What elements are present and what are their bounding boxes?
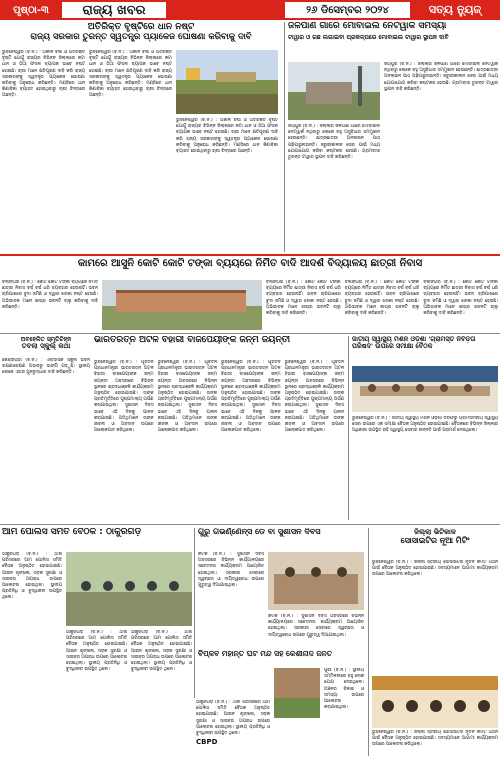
story-4-body-columns	[2, 358, 90, 518]
story-1-body-right: ଭୁବନେଶ୍ୱର (ବି.ନ.) : ଅକାଳ ବର୍ଷା ଓ ଅତିରିକ୍ତ ବୃଷ୍ଟି ଯୋଗୁଁ ରାଜ୍ୟର ବିଭିନ୍ନ ଜିଲ୍ଲାରେ କଟା ଧାନ ଓ ଠିଆ ଫସଲ ବ୍ୟାପକ ଭାବେ ନଷ୍ଟ ହୋଇଛି। ଚାଷୀ ମାନେ କ୍ଷତିପୂରଣ ଦାବି କରି ରାଜ୍ୟ ସରକାରଙ୍କୁ ସ୍ୱତନ୍ତ୍ର ପ୍ୟାକେଜ ଘୋଷଣା କରିବାକୁ ଅନୁରୋଧ କରିଛନ୍ତି। ମଣ୍ଡିରେ ଧାନ କିଣାବିକା ବ୍ୟାହତ ହୋଇଥିବାରୁ ଚାଷୀ ଚିନ୍ତାରେ ଅଛନ୍ତି।	[176, 118, 278, 155]
column-rule-3	[194, 528, 195, 698]
masthead	[0, 0, 500, 20]
story-10-body-columns-2	[372, 730, 498, 756]
story-1-headline: ରାଜ୍ୟ ସରକାର ତୁରନ୍ତ ସ୍ୱତନ୍ତ୍ର ପ୍ୟାକେଜ ଘୋଷଣା କରିବାକୁ ଦାବି	[30, 32, 252, 42]
section-rule	[0, 254, 500, 256]
newspaper-brand: ସତ୍ୟ ନ୍ୟୁଜ୍	[410, 0, 500, 20]
story-10-body-bottom: ଭୁବନେଶ୍ୱର (ବି.ନ.) : ଜିଲ୍ଲା ସ୍ତରୀୟ ସୋସାଇଟିର ନୂତନ କମିଟି ଗଠନ ପାଇଁ ବୈଠକ ଅନୁଷ୍ଠିତ ହୋଇଯାଇଛି। ସଦସ୍ୟମାନେ ଆଗାମୀ କାର୍ଯ୍ୟକ୍ରମ ଉପରେ ଆଲୋଚନା କରିଥିଲେ।	[372, 730, 498, 748]
page-number-label: ପୃଷ୍ଠା-୩	[0, 0, 62, 20]
story-5-headline: ଭାରତରତ୍ନ ଅଟଳ ବିହାରୀ ବାଜପେୟୀଙ୍କ ଜନ୍ମ ଜୟନ୍ତୀ	[94, 336, 291, 345]
story-5-body-columns	[94, 360, 344, 522]
story-8-photo	[268, 552, 364, 610]
story-6-body: ଭୁବନେଶ୍ୱର (ବି.ନ.) : ଜାତୀୟ ସ୍ୱାସ୍ଥ୍ୟ ମିଶନ ଓଡ଼ିଶା ତରଫରୁ ଗ୍ରାମସ୍ତରୀୟ ସ୍ୱାସ୍ଥ୍ୟ ସେବା ଉପରେ ଏକ ସମୀକ୍ଷା ବୈଠକ ଅନୁଷ୍ଠିତ ହୋଇଯାଇଛି। ବୈଠକରେ ବିଭିନ୍ନ ଜିଲ୍ଲାର ଅଧିକାରୀ ଉପସ୍ଥିତ ରହି ସ୍ୱାସ୍ଥ୍ୟ ସେବାର ଉନ୍ନତି ପାଇଁ ପରାମର୍ଶ ଦେଇଥିଲେ।	[352, 416, 498, 434]
story-8-heading	[198, 528, 364, 548]
story-3-body-columns-2	[266, 280, 498, 330]
column-rule-2	[348, 336, 349, 520]
story-7-body-columns-2	[66, 630, 192, 756]
story-3-body: ବଲାଙ୍ଗିର (ବି.ନ.) : କୋଟି କୋଟି ଟଙ୍କା ବ୍ୟୟରେ ନିର୍ମିତ ଛାତ୍ରୀ ନିବାସ ବର୍ଷ ବର୍ଷ ଧରି ବ୍ୟବହାର ହେଉନାହିଁ। ଭବନ ଚାରିପାଖରେ ବୁଦା ଜମିଛି ଓ ଦ୍ୱାର ଝରକା ନଷ୍ଟ ହେଉଛି। ଅଭିଭାବକ ମାନେ ଶୀଘ୍ର ଭବନଟି ଚାଲୁ କରିବାକୁ ଦାବି କରିଛନ୍ତି।	[2, 280, 98, 310]
story-6-body-columns	[352, 416, 498, 520]
story-9-body: ପୁରୀ (ବି.ନ.) : ସ୍ଥାନୀୟ ସମ୍ମିଳନୀରେ ବହୁ ଲୋକ ଯୋଗ ଦେଇଥିଲେ। ଅଞ୍ଚଳର ବିକାଶ ଓ ସମସ୍ୟା ଉପରେ ଆଲୋଚନା କରାଯାଇଥିଲା।	[324, 668, 364, 711]
story-5-body-d: ଭୁବନେଶ୍ୱର (ବି.ନ.) : ପୂର୍ବତନ ପ୍ରଧାନମନ୍ତ୍ରୀ ଭାରତରତ୍ନ ଅଟଳ ବିହାରୀ ବାଜପେୟୀଙ୍କ ଜନ୍ମ ଜୟନ୍ତୀ ଅବସରରେ ବିଭିନ୍ନ ସ୍ଥାନରେ ଶ୍ରଦ୍ଧାଞ୍ଜଳି କାର୍ଯ୍ୟକ୍ରମ ଅନୁଷ୍ଠିତ ହୋଇଯାଇଛି। ତାଙ୍କ ପ୍ରତିମୂର୍ତ୍ତିରେ ପୁଷ୍ପମାଲ୍ୟ ଅର୍ପଣ କରାଯାଇଥିଲା। ସୁଶାସନ ଦିବସ ଭାବେ ଏହି ଦିନକୁ ପାଳନ କରାଯାଇଛି। ଅତିଥିମାନେ ତାଙ୍କ ଜୀବନୀ ଓ ଅବଦାନ ଉପରେ ଆଲୋକପାତ କରିଥିଲେ।	[284, 360, 344, 434]
story-1-body: ଭୁବନେଶ୍ୱର (ବି.ନ.) : ଅକାଳ ବର୍ଷା ଓ ଅତିରିକ୍ତ ବୃଷ୍ଟି ଯୋଗୁଁ ରାଜ୍ୟର ବିଭିନ୍ନ ଜିଲ୍ଲାରେ କଟା ଧାନ ଓ ଠିଆ ଫସଲ ବ୍ୟାପକ ଭାବେ ନଷ୍ଟ ହୋଇଛି। ଚାଷୀ ମାନେ କ୍ଷତିପୂରଣ ଦାବି କରି ରାଜ୍ୟ ସରକାରଙ୍କୁ ସ୍ୱତନ୍ତ୍ର ପ୍ୟାକେଜ ଘୋଷଣା କରିବାକୁ ଅନୁରୋଧ କରିଛନ୍ତି। ମଣ୍ଡିରେ ଧାନ କିଣାବିକା ବ୍ୟାହତ ହୋଇଥିବାରୁ ଚାଷୀ ଚିନ୍ତାରେ ଅଛନ୍ତି।	[2, 50, 85, 99]
story-1-body-columns-2	[176, 118, 278, 200]
story-7-photo	[66, 552, 192, 626]
story-6-heading	[352, 336, 498, 364]
story-8-headline: ଗୁରୁ ଗଭର୍ଣ୍ଣେନ୍ସ ଡେ ବା ସୁଶାସନ ଦିବସ	[198, 528, 321, 536]
story-2-heading	[288, 22, 498, 58]
story-10-photo	[372, 676, 498, 728]
story-2-body: ଜୟପୁର (ବି.ନ.) : ଜିଲ୍ଲାର ଜଳପାଣି ଗାଁରେ ମୋବାଇଲ ନେଟୱାର୍କ ନଥିବାରୁ ଲୋକେ ବହୁ ଅସୁବିଧାର ସମ୍ମୁଖୀନ ହେଉଛନ୍ତି। ଛାତ୍ରଛାତ୍ରୀ ଅନଲାଇନ ପାଠ ପଢ଼ିପାରୁନାହାନ୍ତି। ଜରୁରୀକାଳୀନ ସେବା ପାଇଁ ମଧ୍ୟ ଯୋଗାଯୋଗ କରିବା କଷ୍ଟକର ହେଉଛି। ଗ୍ରାମବାସୀ ତୁରନ୍ତ ଟାୱାର ସ୍ଥାପନ ଦାବି କରିଛନ୍ତି।	[384, 62, 498, 92]
story-4-heading	[2, 336, 90, 356]
story-4-body: କେନ୍ଦ୍ରାପଡ଼ା (ବି.ନ.) : ଐତିହାସିକ ସ୍କୁଲ ଭବନ ରକ୍ଷଣାବେକ୍ଷଣ ଅଭାବରୁ ଭାଙ୍ଗି ପଡ଼ୁଛି। ସ୍ଥାନୀୟ ଲୋକେ ଏହାର ପୁନରୁଦ୍ଧାର ଦାବି କରିଛନ୍ତି।	[2, 358, 90, 376]
cbpd-body: ଠାକୁରଗଡ଼ (ବି.ନ.) : ଥାନା ପରିସରରେ ଆମ ପୋଲିସ ସମିତି ବୈଠକ ଅନୁଷ୍ଠିତ ହୋଇଯାଇଛି। ଆଇନ ଶୃଙ୍ଖଳା, ସଡ଼କ ସୁରକ୍ଷା ଓ ସାଇବର ଅପରାଧ ଉପରେ ଆଲୋଚନା ହୋଇଥିଲା। ସ୍ଥାନୀୟ ପ୍ରତିନିଧି ଓ ବୁଦ୍ଧିଜୀବୀ ଉପସ୍ଥିତ ଥିଲେ।	[196, 700, 270, 737]
story-5-body-b: ଭୁବନେଶ୍ୱର (ବି.ନ.) : ପୂର୍ବତନ ପ୍ରଧାନମନ୍ତ୍ରୀ ଭାରତରତ୍ନ ଅଟଳ ବିହାରୀ ବାଜପେୟୀଙ୍କ ଜନ୍ମ ଜୟନ୍ତୀ ଅବସରରେ ବିଭିନ୍ନ ସ୍ଥାନରେ ଶ୍ରଦ୍ଧାଞ୍ଜଳି କାର୍ଯ୍ୟକ୍ରମ ଅନୁଷ୍ଠିତ ହୋଇଯାଇଛି। ତାଙ୍କ ପ୍ରତିମୂର୍ତ୍ତିରେ ପୁଷ୍ପମାଲ୍ୟ ଅର୍ପଣ କରାଯାଇଥିଲା। ସୁଶାସନ ଦିବସ ଭାବେ ଏହି ଦିନକୁ ପାଳନ କରାଯାଇଛି। ଅତିଥିମାନେ ତାଙ୍କ ଜୀବନୀ ଓ ଅବଦାନ ଉପରେ ଆଲୋକପାତ କରିଥିଲେ।	[157, 360, 217, 434]
story-4-headline: ତବଲା ସ୍କୁଲ୍ କଥା	[21, 342, 71, 350]
story-7-body-b: ଠାକୁରଗଡ଼ (ବି.ନ.) : ଥାନା ପରିସରରେ ଆମ ପୋଲିସ ସମିତି ବୈଠକ ଅନୁଷ୍ଠିତ ହୋଇଯାଇଛି। ଆଇନ ଶୃଙ୍ଖଳା, ସଡ଼କ ସୁରକ୍ଷା ଓ ସାଇବର ଅପରାଧ ଉପରେ ଆଲୋଚନା ହୋଇଥିଲା। ସ୍ଥାନୀୟ ପ୍ରତିନିଧି ଓ ବୁଦ୍ଧିଜୀବୀ ଉପସ୍ଥିତ ଥିଲେ।	[131, 630, 192, 673]
story-9-heading	[198, 650, 364, 666]
story-7-heading	[2, 528, 192, 548]
story-5-body-a: ଭୁବନେଶ୍ୱର (ବି.ନ.) : ପୂର୍ବତନ ପ୍ରଧାନମନ୍ତ୍ରୀ ଭାରତରତ୍ନ ଅଟଳ ବିହାରୀ ବାଜପେୟୀଙ୍କ ଜନ୍ମ ଜୟନ୍ତୀ ଅବସରରେ ବିଭିନ୍ନ ସ୍ଥାନରେ ଶ୍ରଦ୍ଧାଞ୍ଜଳି କାର୍ଯ୍ୟକ୍ରମ ଅନୁଷ୍ଠିତ ହୋଇଯାଇଛି। ତାଙ୍କ ପ୍ରତିମୂର୍ତ୍ତିରେ ପୁଷ୍ପମାଲ୍ୟ ଅର୍ପଣ କରାଯାଇଥିଲା। ସୁଶାସନ ଦିବସ ଭାବେ ଏହି ଦିନକୁ ପାଳନ କରାଯାଇଛି। ଅତିଥିମାନେ ତାଙ୍କ ଜୀବନୀ ଓ ଅବଦାନ ଉପରେ ଆଲୋକପାତ କରିଥିଲେ।	[94, 360, 154, 434]
story-2-body-columns-2	[288, 124, 380, 244]
story-2-headline: ଜଳପାଣି ଗାଁରେ ମୋବାଇଲ ନେଟୱାର୍କ ସମସ୍ୟା	[288, 22, 447, 31]
story-4-kicker: ଅବହେଳିତ ସ୍ମୃତିଚିହ୍ନ	[20, 336, 72, 343]
story-3-body-b: ବଲାଙ୍ଗିର (ବି.ନ.) : କୋଟି କୋଟି ଟଙ୍କା ବ୍ୟୟରେ ନିର୍ମିତ ଛାତ୍ରୀ ନିବାସ ବର୍ଷ ବର୍ଷ ଧରି ବ୍ୟବହାର ହେଉନାହିଁ। ଭବନ ଚାରିପାଖରେ ବୁଦା ଜମିଛି ଓ ଦ୍ୱାର ଝରକା ନଷ୍ଟ ହେଉଛି। ଅଭିଭାବକ ମାନେ ଶୀଘ୍ର ଭବନଟି ଚାଲୁ କରିବାକୁ ଦାବି କରିଛନ୍ତି।	[344, 280, 420, 317]
divider-2	[0, 524, 500, 525]
column-rule	[284, 22, 285, 252]
column-rule-4	[368, 528, 369, 756]
story-2-body-columns	[384, 62, 498, 212]
story-5-heading	[94, 336, 344, 356]
story-6-photo	[352, 366, 498, 412]
story-1-kicker: ଅତିରିକ୍ତ ବୃଷ୍ଟିରେ ଧାନ ନଷ୍ଟ	[87, 22, 195, 32]
story-3-heading	[2, 258, 498, 276]
story-1-heading	[2, 22, 280, 46]
section-title: ରାଜ୍ୟ ଖବର	[62, 0, 166, 20]
story-10-body: ଭୁବନେଶ୍ୱର (ବି.ନ.) : ଜିଲ୍ଲା ସ୍ତରୀୟ ସୋସାଇଟିର ନୂତନ କମିଟି ଗଠନ ପାଇଁ ବୈଠକ ଅନୁଷ୍ଠିତ ହୋଇଯାଇଛି। ସଦସ୍ୟମାନେ ଆଗାମୀ କାର୍ଯ୍ୟକ୍ରମ ଉପରେ ଆଲୋଚନା କରିଥିଲେ।	[372, 560, 498, 578]
story-3-body-columns	[2, 280, 98, 330]
cbpd-label: CBPD	[196, 738, 218, 747]
story-8-body-right: କଟକ (ବି.ନ.) : ସୁଶାସନ ଦିବସ ଅବସରରେ ବିଭିନ୍ନ କାର୍ଯ୍ୟାଳୟରେ ସଚେତନତା କାର୍ଯ୍ୟକ୍ରମ ଆୟୋଜିତ ହୋଇଥିଲା। ସରକାରୀ ସେବାରେ ସ୍ୱଚ୍ଛତା ଓ ଦାୟିତ୍ୱବୋଧ ଉପରେ ଗୁରୁତ୍ୱ ଦିଆଯାଇଥିଲା।	[268, 614, 364, 638]
story-3-body-c: ବଲାଙ୍ଗିର (ବି.ନ.) : କୋଟି କୋଟି ଟଙ୍କା ବ୍ୟୟରେ ନିର୍ମିତ ଛାତ୍ରୀ ନିବାସ ବର୍ଷ ବର୍ଷ ଧରି ବ୍ୟବହାର ହେଉନାହିଁ। ଭବନ ଚାରିପାଖରେ ବୁଦା ଜମିଛି ଓ ଦ୍ୱାର ଝରକା ନଷ୍ଟ ହେଉଛି। ଅଭିଭାବକ ମାନେ ଶୀଘ୍ର ଭବନଟି ଚାଲୁ କରିବାକୁ ଦାବି କରିଛନ୍ତି।	[423, 280, 498, 317]
story-3-body-a: ବଲାଙ୍ଗିର (ବି.ନ.) : କୋଟି କୋଟି ଟଙ୍କା ବ୍ୟୟରେ ନିର୍ମିତ ଛାତ୍ରୀ ନିବାସ ବର୍ଷ ବର୍ଷ ଧରି ବ୍ୟବହାର ହେଉନାହିଁ। ଭବନ ଚାରିପାଖରେ ବୁଦା ଜମିଛି ଓ ଦ୍ୱାର ଝରକା ନଷ୍ଟ ହେଉଛି। ଅଭିଭାବକ ମାନେ ଶୀଘ୍ର ଭବନଟି ଚାଲୁ କରିବାକୁ ଦାବି କରିଛନ୍ତି।	[266, 280, 341, 317]
story-6-headline: ଜାତୀୟ ସ୍ୱାସ୍ଥ୍ୟ ମିଶନ ଓଡ଼ିଶା 'ଗ୍ରାମସ୍ତ ନିବିଡ଼ତା ପରିଷଦ' ଉପରେ ସମୀକ୍ଷା ବୈଠକ	[352, 336, 476, 351]
divider	[0, 333, 500, 334]
story-3-headline: କାମରେ ଆସୁନି କୋଟି କୋଟି ଟଙ୍କା ବ୍ୟୟରେ ନିର୍ମିତ ବାଦି ଆଦର୍ଶ ବିଦ୍ୟାଳୟ ଛାତ୍ରୀ ନିବାସ	[77, 258, 423, 269]
story-1-photo	[176, 50, 278, 114]
story-7-body-columns	[2, 552, 62, 756]
story-9-body-columns	[324, 668, 364, 754]
story-8-body: କଟକ (ବି.ନ.) : ସୁଶାସନ ଦିବସ ଅବସରରେ ବିଭିନ୍ନ କାର୍ଯ୍ୟାଳୟରେ ସଚେତନତା କାର୍ଯ୍ୟକ୍ରମ ଆୟୋଜିତ ହୋଇଥିଲା। ସରକାରୀ ସେବାରେ ସ୍ୱଚ୍ଛତା ଓ ଦାୟିତ୍ୱବୋଧ ଉପରେ ଗୁରୁତ୍ୱ ଦିଆଯାଇଥିଲା।	[198, 552, 264, 589]
story-2-body-left: ଜୟପୁର (ବି.ନ.) : ଜିଲ୍ଲାର ଜଳପାଣି ଗାଁରେ ମୋବାଇଲ ନେଟୱାର୍କ ନଥିବାରୁ ଲୋକେ ବହୁ ଅସୁବିଧାର ସମ୍ମୁଖୀନ ହେଉଛନ୍ତି। ଛାତ୍ରଛାତ୍ରୀ ଅନଲାଇନ ପାଠ ପଢ଼ିପାରୁନାହାନ୍ତି। ଜରୁରୀକାଳୀନ ସେବା ପାଇଁ ମଧ୍ୟ ଯୋଗାଯୋଗ କରିବା କଷ୍ଟକର ହେଉଛି। ଗ୍ରାମବାସୀ ତୁରନ୍ତ ଟାୱାର ସ୍ଥାପନ ଦାବି କରିଛନ୍ତି।	[288, 124, 380, 161]
issue-date: ୨୬ ଡିସେମ୍ବର ୨୦୨୪	[285, 0, 410, 20]
story-5-body-c: ଭୁବନେଶ୍ୱର (ବି.ନ.) : ପୂର୍ବତନ ପ୍ରଧାନମନ୍ତ୍ରୀ ଭାରତରତ୍ନ ଅଟଳ ବିହାରୀ ବାଜପେୟୀଙ୍କ ଜନ୍ମ ଜୟନ୍ତୀ ଅବସରରେ ବିଭିନ୍ନ ସ୍ଥାନରେ ଶ୍ରଦ୍ଧାଞ୍ଜଳି କାର୍ଯ୍ୟକ୍ରମ ଅନୁଷ୍ଠିତ ହୋଇଯାଇଛି। ତାଙ୍କ ପ୍ରତିମୂର୍ତ୍ତିରେ ପୁଷ୍ପମାଲ୍ୟ ଅର୍ପଣ କରାଯାଇଥିଲା। ସୁଶାସନ ଦିବସ ଭାବେ ଏହି ଦିନକୁ ପାଳନ କରାଯାଇଛି। ଅତିଥିମାନେ ତାଙ୍କ ଜୀବନୀ ଓ ଅବଦାନ ଉପରେ ଆଲୋକପାତ କରିଥିଲେ।	[221, 360, 281, 434]
story-1-body-cont: ଭୁବନେଶ୍ୱର (ବି.ନ.) : ଅକାଳ ବର୍ଷା ଓ ଅତିରିକ୍ତ ବୃଷ୍ଟି ଯୋଗୁଁ ରାଜ୍ୟର ବିଭିନ୍ନ ଜିଲ୍ଲାରେ କଟା ଧାନ ଓ ଠିଆ ଫସଲ ବ୍ୟାପକ ଭାବେ ନଷ୍ଟ ହୋଇଛି। ଚାଷୀ ମାନେ କ୍ଷତିପୂରଣ ଦାବି କରି ରାଜ୍ୟ ସରକାରଙ୍କୁ ସ୍ୱତନ୍ତ୍ର ପ୍ୟାକେଜ ଘୋଷଣା କରିବାକୁ ଅନୁରୋଧ କରିଛନ୍ତି। ମଣ୍ଡିରେ ଧାନ କିଣାବିକା ବ୍ୟାହତ ହୋଇଥିବାରୁ ଚାଷୀ ଚିନ୍ତାରେ ଅଛନ୍ତି।	[89, 50, 172, 99]
story-2-subhead: ଟାୱାର ଓ ଗଛ ଲଗାଇବା ପ୍ରକଳ୍ପରେ ମୋବାଇଲ ଟାୱାର ସ୍ଥାପନ ଦାବି	[288, 33, 449, 41]
story-9-photo	[274, 668, 320, 718]
story-1-body-columns	[2, 50, 172, 200]
story-7-body-a: ଠାକୁରଗଡ଼ (ବି.ନ.) : ଥାନା ପରିସରରେ ଆମ ପୋଲିସ ସମିତି ବୈଠକ ଅନୁଷ୍ଠିତ ହୋଇଯାଇଛି। ଆଇନ ଶୃଙ୍ଖଳା, ସଡ଼କ ସୁରକ୍ଷା ଓ ସାଇବର ଅପରାଧ ଉପରେ ଆଲୋଚନା ହୋଇଥିଲା। ସ୍ଥାନୀୟ ପ୍ରତିନିଧି ଓ ବୁଦ୍ଧିଜୀବୀ ଉପସ୍ଥିତ ଥିଲେ।	[66, 630, 127, 673]
story-2-photo	[288, 62, 380, 120]
cbpd-block	[196, 700, 270, 754]
story-10-body-columns	[372, 560, 498, 672]
story-10-kicker: ଜିଲ୍ଲା ଭିଟିକାଳ	[414, 528, 456, 536]
story-7-body: ଠାକୁରଗଡ଼ (ବି.ନ.) : ଥାନା ପରିସରରେ ଆମ ପୋଲିସ ସମିତି ବୈଠକ ଅନୁଷ୍ଠିତ ହୋଇଯାଇଛି। ଆଇନ ଶୃଙ୍ଖଳା, ସଡ଼କ ସୁରକ୍ଷା ଓ ସାଇବର ଅପରାଧ ଉପରେ ଆଲୋଚନା ହୋଇଥିଲା। ସ୍ଥାନୀୟ ପ୍ରତିନିଧି ଓ ବୁଦ୍ଧିଜୀବୀ ଉପସ୍ଥିତ ଥିଲେ।	[2, 552, 62, 601]
story-8-body-columns	[198, 552, 264, 692]
story-3-photo	[102, 280, 262, 330]
story-10-headline: ସୋସାଇଟିର ନୂଆ ମିଟିଂ	[400, 536, 470, 545]
story-10-heading	[372, 528, 498, 558]
masthead-band	[166, 0, 285, 20]
story-9-headline: ବିପ୍ଳବ ମହାନ୍ତ ଘଟ ମନ୍ଦ ସହ କେଶୀନାଦ ଜନତ	[198, 650, 333, 658]
story-8-body-columns-2	[268, 614, 364, 648]
story-7-headline: ଆମ ପୋଲିସ ସମିତି ବୈଠକ : ଠାକୁରଗଡ଼	[2, 528, 142, 537]
